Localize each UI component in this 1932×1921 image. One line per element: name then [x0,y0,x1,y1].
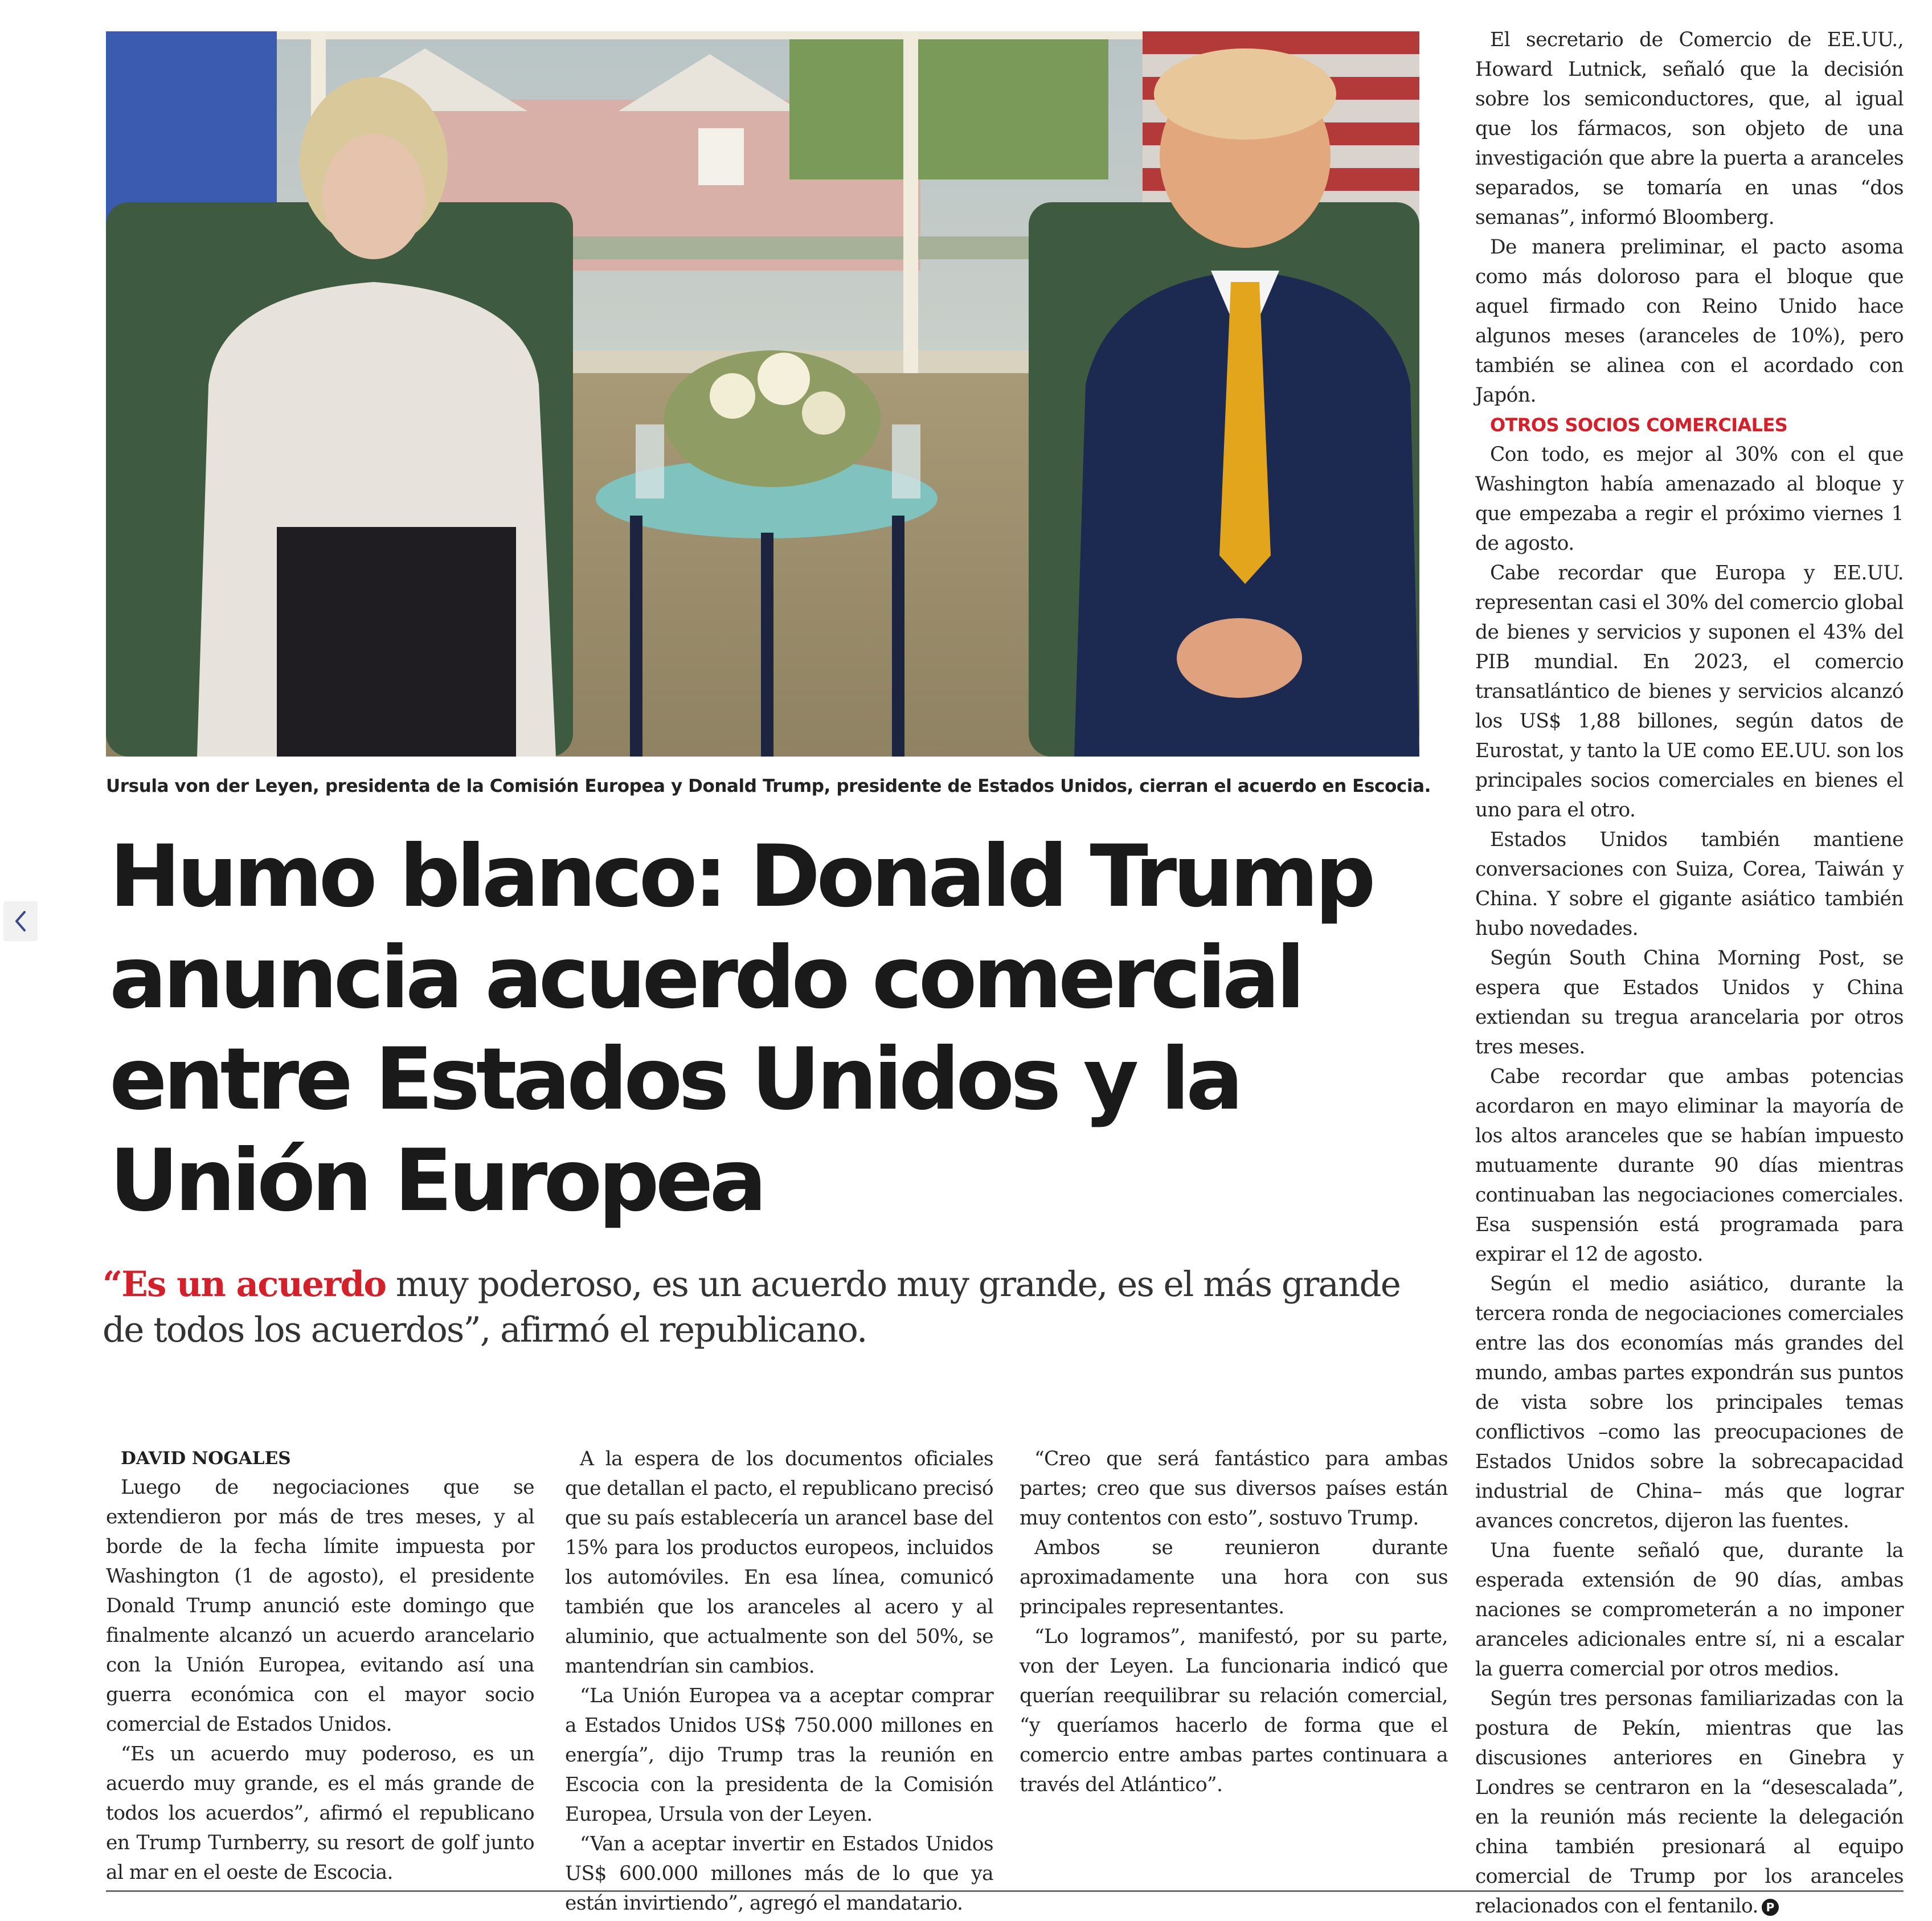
paragraph-text: Según tres personas familiarizadas con la postura de Pekín, mientras que las discusiones anteriores en Ginebra y Londres se centraron en la “desescalada”, en la reunión más reciente la delegación china también presionará al equipo comercial de Trump por los aranceles relacionados con el fentanilo. [1475,1687,1904,1918]
paragraph: Cabe recordar que Europa y EE.UU. representan casi el 30% del comercio global de bienes y servicios y suponen el 43% del PIB mundial. En 2023, el comercio transatlántico de bienes y servicios alcanzó los US$ 1,88 billones, según datos de Eurostat, y tanto la UE como EE.UU. son los principales socios comerciales en bienes el uno para el otro. [1475,562,1904,821]
paragraph: Según South China Morning Post, se espera que Estados Unidos y China extiendan su tregua arancelaria por otros tres meses. [1475,947,1904,1058]
paragraph: “Lo logramos”, manifestó, por su parte, von der Leyen. La funcionaria indicó que querían reequilibrar su relación comercial, “y queríamos hacerlo de forma que el comercio entre ambas partes continuara a través del Atlántico”. [1020,1625,1448,1796]
photo-caption: Ursula von der Leyen, presidenta de la Comisión Europea y Donald Trump, presidente de Estados Unidos, cierran el acuerdo en Escocia. [106,776,1431,796]
paragraph: “Van a aceptar invertir en Estados Unidos US$ 600.000 millones más de lo que ya están invirtiendo”, agregó el mandatario. [565,1833,993,1915]
paragraph: “La Unión Europea va a aceptar comprar a Estados Unidos US$ 750.000 millones en energía”, dijo Trump tras la reunión en Escocia con la presidenta de la Comisión Europea, Ursula von der Leyen. [565,1685,993,1826]
paragraph: Una fuente señaló que, durante la esperada extensión de 90 días, ambas naciones se comprometerán a no imponer aranceles adicionales entre sí, ni a escalar la guerra comercial por otros medios. [1475,1539,1904,1681]
paragraph: Cabe recordar que ambas potencias acordaron en mayo eliminar la mayoría de los altos aranceles que se habían impuesto mutuamente durante 90 días mientras continuaban las negociaciones comerciales. Esa suspensión está programada para expirar el 12 de agosto. [1475,1065,1904,1266]
section-heading: OTROS SOCIOS COMERCIALES [1490,414,1788,436]
paragraph: Ambos se reunieron durante aproximadamente una hora con sus principales representantes. [1020,1536,1448,1618]
bottom-divider [106,1890,1904,1892]
pull-quote-text: muy poderoso, es un acuerdo muy grande, es el más grande de todos los acuerdos”, afirmó el republicano. [103,1264,1401,1350]
paragraph: Luego de negociaciones que se extendieron por más de tres meses, y al borde de la fecha límite impuesta por Washington (1 de agosto), el presidente Donald Trump anunció este domingo que finalmente alcanzó un acuerdo arancelario con la Unión Europea, evitando así una guerra económica con el mayor socio comercial de Estados Unidos. [106,1476,534,1736]
paragraph: El secretario de Comercio de EE.UU., Howard Lutnick, señaló que la decisión sobre los semiconductores, que, al igual que los fármacos, son objeto de una investigación que abre la puerta a aranceles separados, se tomaría en unas “dos semanas”, informó Bloomberg. [1475,28,1904,229]
article-column-2 [565,1444,993,1918]
paragraph: Con todo, es mejor al 30% con el que Washington había amenazado al bloque y que empezaba a regir el próximo viernes 1 de agosto. [1475,443,1904,555]
pull-quote [103,1262,1419,1353]
pull-quote-accent: “Es un acuerdo [103,1264,386,1305]
paragraph: De manera preliminar, el pacto asoma como más doloroso para el bloque que aquel firmado con Reino Unido hace algunos meses (aranceles de 10%), pero también se alinea con el acordado con Japón. [1475,236,1904,407]
paragraph: Estados Unidos también mantiene conversaciones con Suiza, Corea, Taiwán y China. Y sobre el gigante asiático también hubo novedades. [1475,828,1904,940]
paragraph: Según el medio asiático, durante la tercera ronda de negociaciones comerciales entre las dos economías más grandes del mundo, ambas partes expondrán sus puntos de vista sobre los principales temas conflictivos –como las preocupaciones de Estados Unidos sobre la sobrecapacidad industrial de China– más que lograr avances concretos, dijeron las fuentes. [1475,1273,1904,1532]
paragraph: “Creo que será fantástico para ambas partes; creo que sus diversos países están muy contentos con esto”, sostuvo Trump. [1020,1448,1448,1530]
article-column-3 [1020,1444,1448,1800]
headline: Humo blanco: Donald Trump anuncia acuerdo comercial entre Estados Unidos y la Unión Europea [109,827,1372,1231]
end-mark-icon: P [1762,1899,1779,1916]
paragraph: A la espera de los documentos oficiales que detallan el pacto, el republicano precisó que su país establecería un arancel base del 15% para los productos europeos, incluidos los automóviles. En esa línea, comunicó también que los aranceles al acero y al aluminio, que actualmente son del 50%, se mantendrían sin cambios. [565,1448,993,1678]
chevron-left-icon [11,909,30,934]
paragraph: “Es un acuerdo muy poderoso, es un acuerdo muy grande, es el más grande de todos los acuerdos”, afirmó el republicano en Trump Turnberry, su resort de golf junto al mar en el oeste de Escocia. [106,1743,534,1884]
paragraph-last [1475,1684,1904,1921]
byline: DAVID NOGALES [121,1448,291,1469]
article-column-1 [106,1444,534,1887]
article-photo [106,31,1419,757]
article-column-4 [1475,25,1904,1921]
previous-page-button[interactable] [3,901,38,941]
